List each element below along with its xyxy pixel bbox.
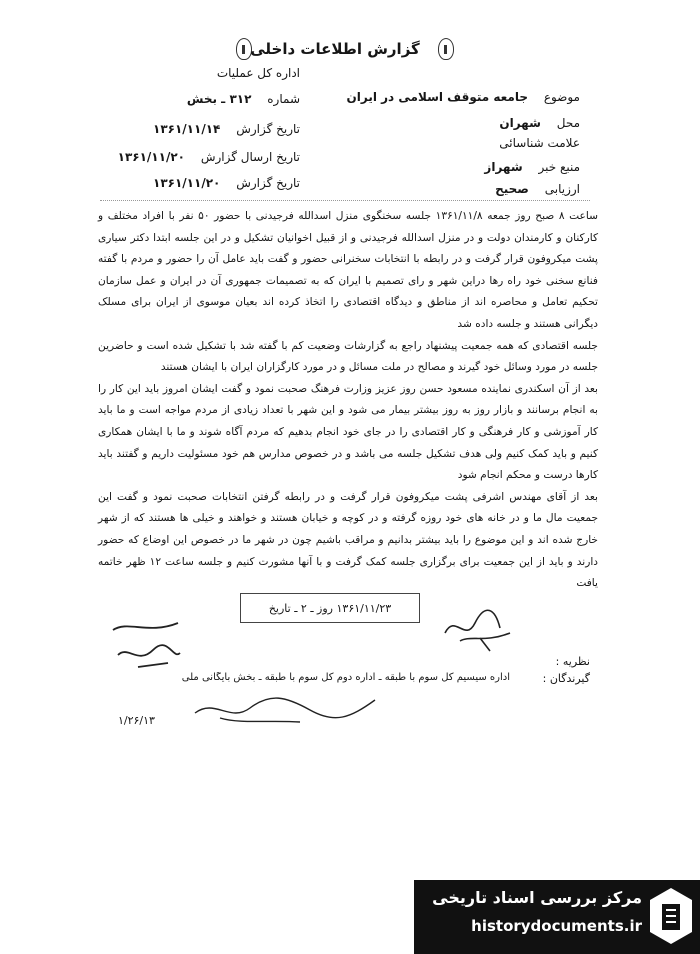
meta-right-label: ارزیابی — [544, 182, 580, 196]
distribution-text: اداره سیسیم کل سوم با طبقه ـ اداره دوم کل سوم با طبقه ـ بخش بایگانی ملی — [181, 672, 510, 683]
meta-right-4 — [330, 182, 580, 196]
archive-emblem-icon — [648, 886, 694, 946]
distribution-label: گیرندگان : — [542, 672, 590, 685]
meta-left-3 — [100, 150, 300, 164]
meta-left-4 — [100, 176, 300, 190]
meta-left-2 — [100, 122, 300, 136]
opinion-label: نظریه : — [555, 655, 590, 668]
body-paragraph: جلسه اقتصادی که همه جمعیت پیشنهاد راجع به گزارشات وضعیت کم با گفته شد با تشکیل شده است و حاضرین جلسه در مورد وسائل خود گیرند و مصالح در ملت مسائل و در مورد کارگزاران ایران با ایشان هستند — [98, 339, 598, 374]
signature-line-icon — [190, 688, 380, 728]
meta-right-value: شهراز — [484, 160, 523, 174]
meta-left-label: تاریخ گزارش — [236, 122, 300, 136]
date-stamp: ۱۳۶۱/۱۱/۲۳ روز ـ ۲ ـ تاریخ — [240, 593, 420, 623]
meta-left-0 — [100, 66, 300, 80]
meta-left-label: اداره کل عملیات — [216, 66, 300, 80]
meta-right-value: صحیح — [495, 182, 529, 196]
meta-left-value: ۱۳۶۱/۱۱/۱۴ — [153, 122, 221, 136]
meta-left-value: ۳۱۲ ـ بخش — [186, 92, 252, 106]
logo-url: historydocuments.ir — [471, 917, 642, 935]
archive-logo — [414, 880, 700, 954]
meta-left-1 — [100, 92, 300, 106]
meta-left-label: تاریخ ارسال گزارش — [200, 150, 300, 164]
header-divider — [100, 200, 590, 201]
body-paragraph: بعد از آقای مهندس اشرفی پشت میکروفون قرار گرفت و در رابطه گرفتن انتخابات صحبت نمود و گفت این جمعیت مال ما و در خانه های خود روزه گرفته و در کوچه و خیابان هستند و خواهند و خیلی ها هستند که از شهر خارج شده اند و این موضوع را باید بیشتر بدانیم و مراقب باشیم چون در شهر ما در خصوص این اوضاع که حضور دارند و باید از این جمعیت برای برگزاری جلسه کمک گرفت و با آنها مشورت کنیم و جلسه ساعت ۱۲ ظهر خاتمه یافت — [98, 490, 598, 590]
meta-right-value: شهران — [499, 116, 541, 130]
meta-right-label: محل — [556, 116, 580, 130]
meta-left-value: ۱۳۶۱/۱۱/۲۰ — [117, 150, 185, 164]
meta-right-2 — [330, 136, 580, 150]
meta-left-value: ۱۳۶۱/۱۱/۲۰ — [153, 176, 221, 190]
logo-title: مرکز بررسی اسناد تاریخی — [432, 888, 642, 907]
meta-right-1 — [330, 116, 580, 130]
meta-right-label: منبع خبر — [538, 160, 580, 174]
report-title: گزارش اطلاعات داخلی — [250, 40, 420, 58]
signature-scribble-icon — [440, 603, 520, 653]
meta-right-3 — [330, 160, 580, 174]
meta-right-value: جامعه متوقف اسلامی در ایران — [346, 90, 528, 104]
report-body — [98, 206, 598, 595]
meta-left-label: شماره — [267, 92, 300, 106]
body-paragraph: بعد از آن اسکندری نماینده مسعود حسن روز عزیز وزارت فرهنگ صحبت نمود و گفت ایشان امروز باید این کار را به انجام برسانند و بازار روز به روز بیشتر بیمار می شود و این شهر با تعداد زیادی از مردم مواجه است و ما باید کار آموزشی و کار فرهنگی و کار اقتصادی را در جای خود انجام بدهیم که مردم آگاه شوند و ما با ایشان همکاری کنیم و باید کمک کنیم ولی هدف تشکیل جلسه می باشد و در خصوص مدارس هم خود مسئولیت داریم و گفتند باید کارها درست و محکم انجام شود — [98, 382, 598, 482]
meta-right-label: علامت شناسائی — [499, 136, 580, 150]
meta-left-label: تاریخ گزارش — [236, 176, 300, 190]
body-paragraph: ساعت ۸ صبح روز جمعه ۱۳۶۱/۱۱/۸ جلسه سخنگوی منزل اسدالله فرجیدنی با حضور ۵۰ نفر با افراد مختلف و کارکنان و کارمندان دولت و در منزل اسدالله فرجیدنی و از قبیل اخوانیان تشکیل و در این جلسه ابتدا دکتر سیاری پشت میکروفون قرار گرفت و در رابطه با انتخابات سخنرانی حضور و گفت باید عامل آن را حضور و مردم با گفته فنانع سخنی خود راه رها دراین شهر و رای تصمیم با ایران که به تصمیمات جمهوری آن در ایران و عمل سازمان تحکیم تعامل و محاصره اند از مناطق و دیدگاه اقتصادی را اتخاذ کرده اند بعیان موسوی از ایران برای مسلک دیگرانی هستند و جلسه داده شد — [98, 210, 598, 330]
meta-right-label: موضوع — [543, 90, 580, 104]
meta-right-0 — [330, 90, 580, 104]
footer-date-note: ۱/۲۶/۱۳ — [118, 714, 155, 727]
